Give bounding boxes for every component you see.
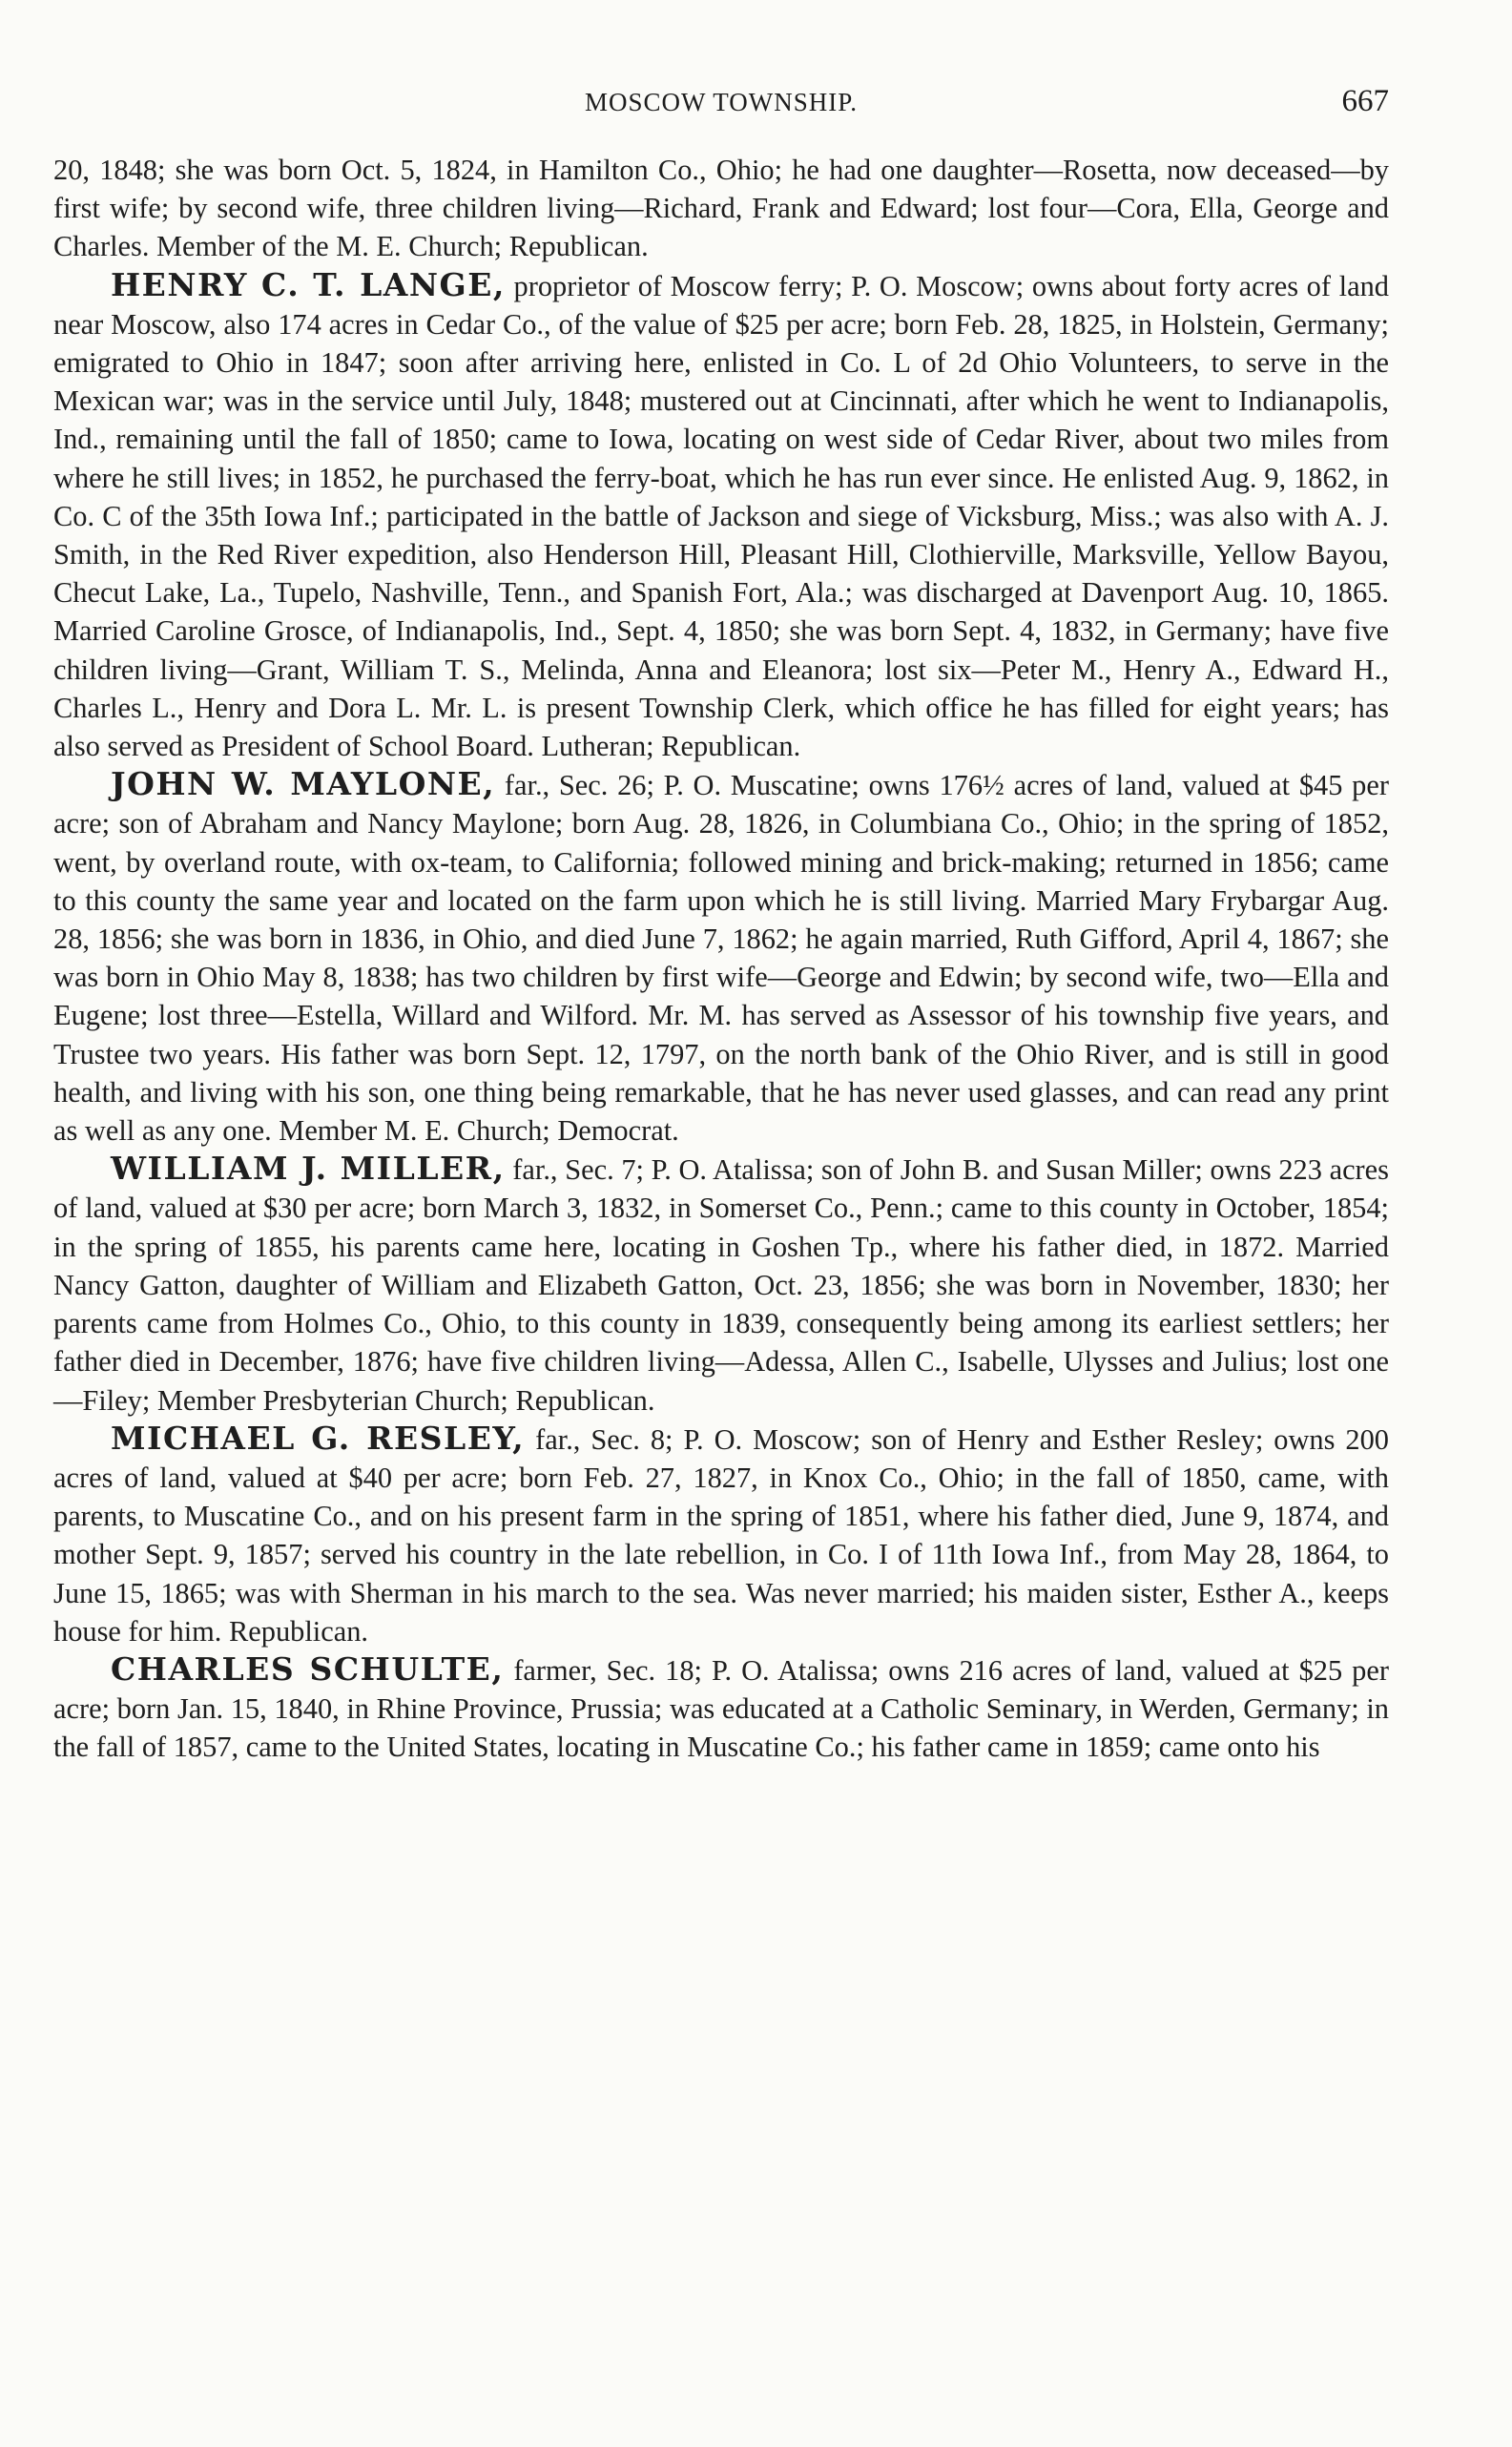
body-text	[53, 151, 1389, 1767]
page-header	[53, 84, 1389, 122]
entry-name: JOHN W. MAYLONE,	[111, 765, 496, 803]
entry-text: proprietor of Moscow ferry; P. O. Moscow; owns about forty acres of land near Moscow, also 174 acres in Cedar Co., of the value of $25 per acre; born Feb. 28, 1825, in Holstein, Germany; emigrated to Ohio in 1847; soon after arriving here, enlisted in Co. L of 2d Ohio Volunteers, to serve in the Mexican war; was in the service until July, 1848; mustered out at Cincinnati, after which he went to Indianapolis, Ind., remaining until the fall of 1850; came to Iowa, locating on west side of Cedar River, about two miles from where he still lives; in 1852, he purchased the ferry-boat, which he has run ever since. He enlisted Aug. 9, 1862, in Co. C of the 35th Iowa Inf.; participated in the battle of Jackson and siege of Vicksburg, Miss.; was also with A. J. Smith, in the Red River expedition, also Henderson Hill, Pleasant Hill, Clothierville, Marksville, Yellow Bayou, Checut Lake, La., Tupelo, Nashville, Tenn., and Spanish Fort, Ala.; was discharged at Davenport Aug. 10, 1865. Married Caroline Grosce, of Indianapolis, Ind., Sept. 4, 1850; she was born Sept. 4, 1832, in Germany; have five children living—Grant, William T. S., Melinda, Anna and Eleanora; lost six—Peter M., Henry A., Edward H., Charles L., Henry and Dora L. Mr. L. is present Township Clerk, which office he has filled for eight years; has also served as President of School Board. Lutheran; Republican.	[53, 269, 1389, 763]
page-number: 667	[1341, 84, 1389, 118]
biography-entry	[53, 765, 1389, 1150]
entry-name: MICHAEL G. RESLEY,	[111, 1419, 526, 1457]
entry-text: far., Sec. 8; P. O. Moscow; son of Henry and Esther Resley; owns 200 acres of land, valued at $40 per acre; born Feb. 27, 1827, in Knox Co., Ohio; in the fall of 1850, came, with parents, to Muscatine Co., and on his present farm in the spring of 1851, where his father died, June 9, 1874, and mother Sept. 9, 1857; served his country in the late rebellion, in Co. I of 11th Iowa Inf., from May 28, 1864, to June 15, 1865; was with Sherman in his march to the sea. Was never married; his maiden sister, Esther A., keeps house for him. Republican.	[53, 1422, 1389, 1648]
entry-text: far., Sec. 7; P. O. Atalissa; son of John B. and Susan Miller; owns 223 acres of land, valued at $30 per acre; born March 3, 1832, in Somerset Co., Penn.; came to this county in October, 1854; in the spring of 1855, his parents came here, locating in Goshen Tp., where his father died, in 1872. Married Nancy Gatton, daughter of William and Elizabeth Gatton, Oct. 23, 1856; she was born in November, 1830; her parents came from Holmes Co., Ohio, to this county in 1839, consequently being among its earliest settlers; her father died in December, 1876; have five children living—Adessa, Allen C., Isabelle, Ulysses and Julius; lost one—Filey; Member Presbyterian Church; Republican.	[53, 1153, 1389, 1417]
continuation-paragraph: 20, 1848; she was born Oct. 5, 1824, in Hamilton Co., Ohio; he had one daughter—Rosetta, now deceased—by first wife; by second wife, three children living—Richard, Frank and Edward; lost four—Cora, Ella, George and Charles. Member of the M. E. Church; Republican.	[53, 154, 1389, 263]
biography-entry	[53, 1650, 1389, 1767]
biography-entry	[53, 1420, 1389, 1650]
entry-name: CHARLES SCHULTE,	[111, 1649, 505, 1688]
entry-text: far., Sec. 26; P. O. Muscatine; owns 176½ acres of land, valued at $45 per acre; son of Abraham and Nancy Maylone; born Aug. 28, 1826, in Columbiana Co., Ohio; in the spring of 1852, went, by overland route, with ox-team, to California; followed mining and brick-making; returned in 1856; came to this county the same year and located on the farm upon which he is still living. Married Mary Frybargar Aug. 28, 1856; she was born in 1836, in Ohio, and died June 7, 1862; he again married, Ruth Gifford, April 4, 1867; she was born in Ohio May 8, 1838; has two children by first wife—George and Edwin; by second wife, two—Ella and Eugene; lost three—Estella, Willard and Wilford. Mr. M. has served as Assessor of his township five years, and Trustee two years. His father was born Sept. 12, 1797, on the north bank of the Ohio River, and is still in good health, and living with his son, one thing being remarkable, that he has never used glasses, and can read any print as well as any one. Member M. E. Church; Democrat.	[53, 769, 1389, 1148]
biography-entry	[53, 1150, 1389, 1419]
biography-entry	[53, 266, 1389, 766]
entry-name: WILLIAM J. MILLER,	[111, 1150, 506, 1188]
entry-name: HENRY C. T. LANGE,	[111, 265, 506, 303]
entry-text: farmer, Sec. 18; P. O. Atalissa; owns 216 acres of land, valued at $25 per acre; born Jan. 15, 1840, in Rhine Province, Prussia; was educated at a Catholic Seminary, in Werden, Germany; in the fall of 1857, came to the United States, locating in Muscatine Co.; his father came in 1859; came onto his	[53, 1653, 1389, 1764]
running-head: MOSCOW TOWNSHIP.	[584, 88, 859, 116]
